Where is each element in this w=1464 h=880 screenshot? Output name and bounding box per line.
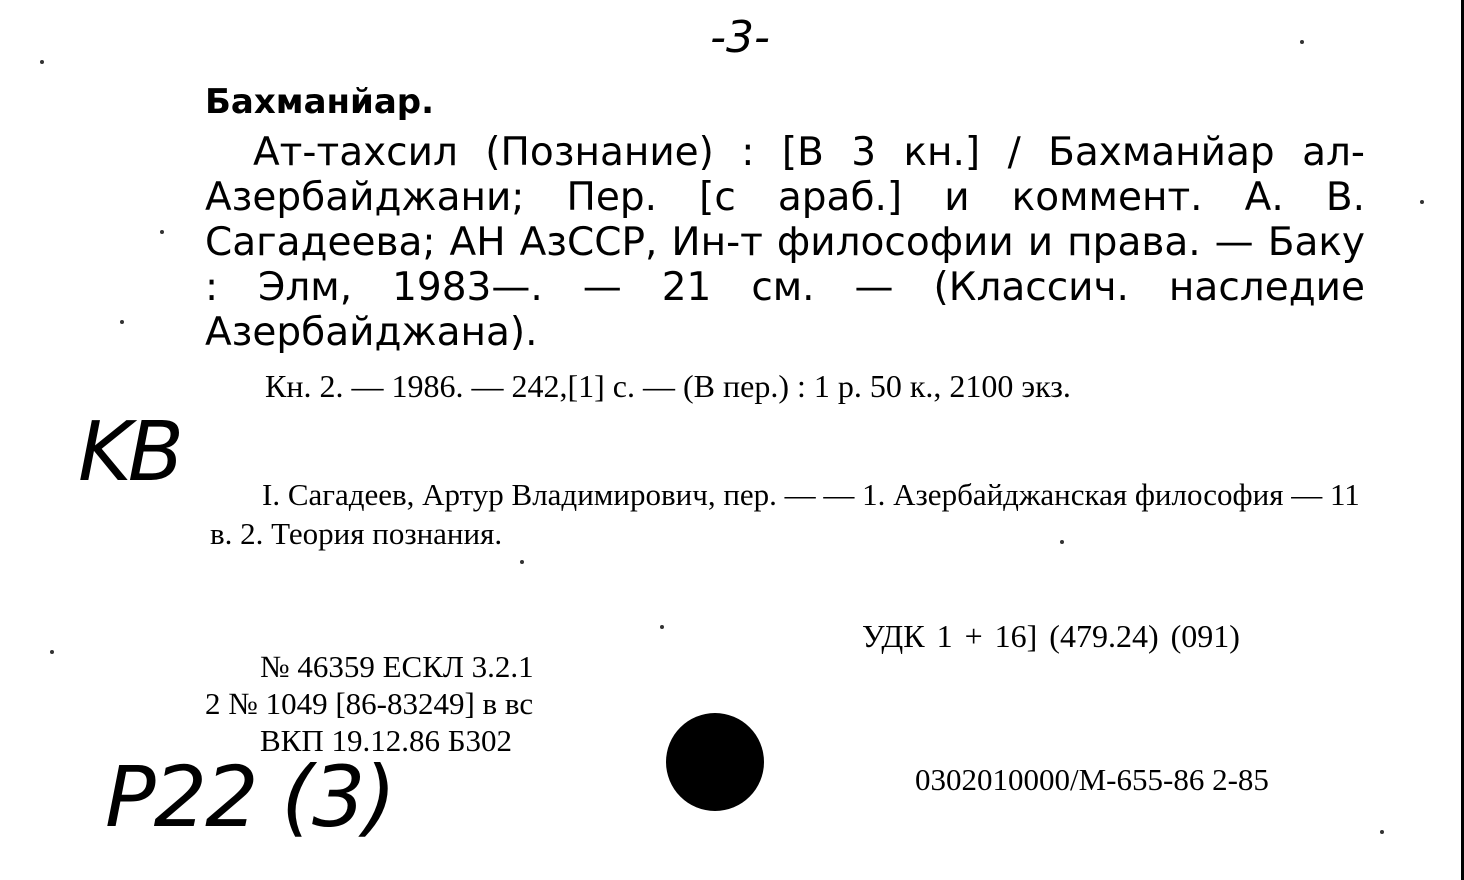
speck: [160, 230, 164, 234]
speck: [40, 60, 44, 64]
subject-tracing: [210, 475, 1380, 553]
catalog-line: ВКП 19.12.86 Б302: [260, 723, 513, 758]
publication-code: 0302010000/М-655-86 2-85: [915, 762, 1269, 797]
tracing-text: I. Сагадеев, Артур Владимирович, пер. — — 1. Азербайджанская философия — 11 в. 2. Теория познания.: [210, 477, 1360, 551]
speck: [1420, 200, 1424, 204]
udk-classification: УДК 1 + 16] (479.24) (091): [862, 618, 1240, 654]
handwritten-shelf-mark: P22 (3): [105, 748, 395, 846]
speck: [1300, 40, 1304, 44]
speck: [50, 650, 54, 654]
punch-hole: [666, 713, 764, 811]
author-heading: Бахманйар.: [205, 82, 435, 122]
volume-details: Кн. 2. — 1986. — 242,[1] с. — (В пер.) : 1 р. 50 к., 2100 экз.: [265, 368, 1071, 404]
speck: [1380, 830, 1384, 834]
catalog-numbers: [205, 648, 534, 759]
speck: [520, 560, 524, 564]
speck: [660, 625, 664, 629]
handwritten-mark: KB: [78, 405, 181, 500]
bibliographic-description: [205, 130, 1365, 355]
catalog-line: № 46359 ЕСКЛ 3.2.1: [260, 649, 534, 684]
speck: [1060, 540, 1064, 544]
catalog-line: 2 № 1049 [86-83249] в вс: [205, 686, 534, 721]
description-text: Ат-тахсил (Познание) : [В 3 кн.] / Бахманйар ал-Азербайджани; Пер. [с араб.] и коммент. А. В. Сагадеева; АН АзССР, Ин-т философии и права. — Баку : Элм, 1983—. — 21 см. — (Классич. наследие Азербайджана).: [205, 130, 1365, 355]
speck: [120, 320, 124, 324]
page-number: -3-: [710, 12, 770, 63]
